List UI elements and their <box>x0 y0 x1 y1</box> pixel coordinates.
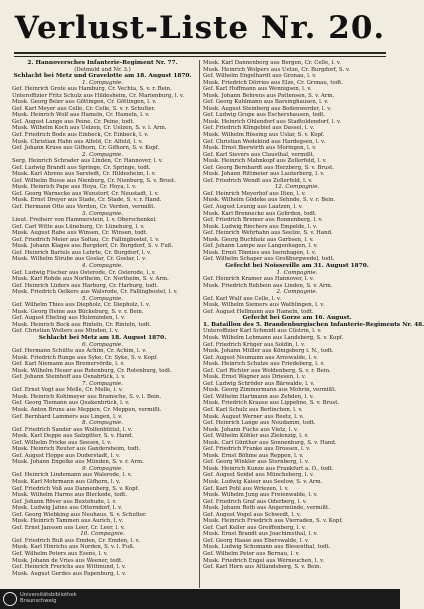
casualty-entry: Gef. Wilhelm Hartmann aus Zehden, l. v. <box>203 393 314 400</box>
casualty-entry: Gef. Friedrich Bode aus Einbeck, Cr. Einbeck, l. v. <box>12 132 149 139</box>
casualty-entry: Musk. Heinrich Ohlendorf aus Stadtoldendorf, l. v. <box>203 118 342 125</box>
casualty-entry: Musk. Anton Bruns aus Meppen, Cr. Meppen, vermißt. <box>12 406 162 413</box>
casualty-entry: Gef. Hermann Schütte aus Achim, Cr. Achim, l. v. <box>12 348 147 355</box>
casualty-entry: Gef. Friedrich Buß aus Emden, Cr. Emden, l. v. <box>12 537 140 544</box>
casualty-entry: Gef. Friedrich Sander aus Wolfenbüttel, l. v. <box>12 426 133 433</box>
casualty-entry: Musk. Wilhelm Harms aus Bleckede, todt. <box>12 492 127 499</box>
casualty-entry: Musk. Friedrich Krause aus Lippehne, S. v. Brust. <box>203 400 340 407</box>
casualty-entry: Gef. Heinrich Bartels aus Lehrte, Cr. Burgdorf, l. v. <box>12 249 152 256</box>
casualty-entry: Musk. Wilhelm Gödeke aus Sehnde, S. v. r. Bein. <box>203 197 336 204</box>
casualty-entry: Musk. Ludwig Jahns aus Otterndorf, l. v. <box>12 505 123 512</box>
casualty-entry: Musk. Karl Hinrichs aus Norden, S. v. l. Fuß. <box>12 544 135 551</box>
casualty-entry: Musk. August Werner aus Reetz, l. v. <box>203 413 304 420</box>
casualty-entry: Gef. Karl Niemann aus Bremervörde, l. v. <box>12 361 125 368</box>
casualty-entry: Gef. Georg Tiemann aus Quakenbrück, l. v. <box>12 400 130 407</box>
casualty-entry: Musk. Karl Brennecke aus Gehrden, todt. <box>203 210 317 217</box>
casualty-entry: Gef. Georg Haase aus Eberswalde, l. v. <box>203 537 309 544</box>
casualty-entry: Gef. Ludwig Grupe aus Eschershausen, todt. <box>203 112 326 119</box>
section-heading: Gefecht bei Noisseville am 31. August 1870. <box>225 262 369 269</box>
casualty-entry: Musk. Ludwig Kaiser aus Seelow, S. v. Arm. <box>203 479 323 485</box>
section-heading: 1. Bataillon des 5. Brandenburgischen Infanterie-Regiments Nr. 48. <box>203 321 424 328</box>
casualty-entry: Gef. August Vogel aus Schwedt, l. v. <box>203 511 301 518</box>
casualty-entry: Gef. Heinrich Kramer aus Hannover, l. v. <box>203 276 314 283</box>
company-heading: 10. Compagnie. <box>80 531 125 538</box>
casualty-entry: Gef. Johann Steinhoff aus Osnabrück, l. v. <box>12 374 126 381</box>
casualty-entry: Musk. Heinrich Bock aus Rinteln, Cr. Rinteln, todt. <box>12 321 152 328</box>
casualty-entry: Musk. Friedrich Dörries aus Elze, Cr. Gronau, todt. <box>203 79 344 86</box>
casualty-entry: Serg. Heinrich Schrader aus Linden, Cr. Hannover, l. v. <box>12 158 163 165</box>
casualty-entry: Gef. Friedrich Klingebiel aus Dassel, l. v. <box>203 125 315 132</box>
casualty-entry: Gef. Wilhelm Engelhardt aus Gronau, l. v. <box>203 73 317 80</box>
casualty-entry: Gef. Karl Schulz aus Berlinchen, l. v. <box>203 406 303 413</box>
casualty-entry: Musk. Georg Buchholz aus Garbsen, l. v. <box>203 236 314 243</box>
casualty-entry: Musk. Karl Dannenberg aus Bergen, Cr. Celle, l. v. <box>203 60 341 66</box>
casualty-entry: Musk. Wilhelm Siemers aus Wathlingen, l. v. <box>203 302 325 309</box>
section-heading: Schlacht bei Metz am 18. August 1870. <box>38 334 167 341</box>
casualty-entry: Musk. Heinrich Schulze aus Friedeberg, l. v. <box>203 361 325 368</box>
casualty-entry: Gef. Wilhelm Peters aus Esens, l. v. <box>12 551 108 558</box>
casualty-entry: Gef. Karl Wulf aus Celle, l. v. <box>203 295 282 302</box>
casualty-entry: Lieut. Freiherr von Hammerstein, l. v. Oberschenkel. <box>12 217 157 224</box>
casualty-entry: Gef. Johann Röver aus Buxtehude, l. v. <box>12 498 117 505</box>
casualty-entry: Musk. August Gerdes aus Papenburg, l. v. <box>12 570 127 577</box>
casualty-entry: Gef. Georg Winkler aus Sternberg, l. v. <box>203 459 309 466</box>
casualty-entry: Gef. Hermann Otte aus Verden, Cr. Verden, vermißt. <box>12 204 156 211</box>
casualty-entry: Gef. Georg Warnecke aus Wunstorf, Cr. Neustadt, l. v. <box>12 190 159 197</box>
casualty-entry: Musk. Friedrich Rehbein aus Linden, S. v. Arm. <box>203 282 333 289</box>
casualty-entry: Gef. Carl Richter aus Woldenberg, S. v. r. Bein. <box>203 367 331 374</box>
casualty-entry: Musk. Johann Behrens aus Pattensen, S. v. Arm. <box>203 92 335 99</box>
casualty-entry: Musk. August Rabe aus Winsen, Cr. Winsen, todt. <box>12 230 148 237</box>
company-heading: 5. Compagnie. <box>81 295 124 302</box>
casualty-entry: Musk. Friedrich Engel aus Werneuchen, l. v. <box>203 557 325 564</box>
casualty-entry: Musk. Karl Rohde aus Northeim, Cr. Northeim, S. v. Arm. <box>12 276 169 283</box>
casualty-entry: Gef. August Lange aus Peine, Cr. Peine, todt. <box>12 118 135 125</box>
section-subheading: (Detmold und Nr. 3.) <box>74 66 131 73</box>
library-footer-text: Universitätsbibliothek Braunschweig <box>20 592 77 605</box>
company-heading: 8. Compagnie. <box>81 420 124 427</box>
casualty-entry: Musk. Johann de Vries aus Weener, todt. <box>12 557 123 564</box>
casualty-entry: Musk. Karl Ahrens aus Sarstedt, Cr. Hildesheim, l. v. <box>12 171 156 178</box>
casualty-entry: Musk. Johann Klages aus Burgdorf, Cr. Burgdorf, S. v. Fuß. <box>12 243 174 250</box>
section-heading: 2. Hannoversches Infanterie-Regiment Nr. 77. <box>27 60 178 66</box>
left-column <box>12 60 195 588</box>
casualty-entry: Gef. Heinrich Lüders aus Harburg, Cr. Harburg, todt. <box>12 282 159 289</box>
casualty-entry: Gef. Georg Bernhardt aus Herzberg, S. v. Brust. <box>203 164 334 171</box>
casualty-entry: Musk. Wilhelm Lehmann aus Landsberg, S. v. Kopf. <box>203 334 344 341</box>
company-heading: 9. Compagnie. <box>81 465 124 472</box>
casualty-entry: Unteroffizier Fritz Schulz aus Hildesheim, Cr. Marienburg, l. v. <box>12 92 185 99</box>
casualty-entry: Gef. Heinrich Lange aus Neudamm, todt. <box>203 420 316 427</box>
section-heading: Schlacht bei Metz und Gravelotte am 18. August 1870. <box>13 73 192 80</box>
casualty-entry: Gef. August Hellmann aus Hameln, todt. <box>203 308 314 315</box>
casualty-entry: Musk. Johann Müller aus Königsberg i. N., todt. <box>203 348 334 355</box>
casualty-entry: Musk. Wilhelm Koch aus Uelzen, Cr. Uelzen, S. v. l. Arm. <box>12 125 167 132</box>
casualty-entry: Musk. Heinrich Friedrich aus Vierraden, S. v. Kopf. <box>203 518 343 525</box>
casualty-entry: Gef. Karl Pohl aus Wriezen, l. v. <box>203 485 289 492</box>
company-heading: 7. Compagnie. <box>81 380 124 387</box>
casualty-entry: Gef. Friedrich Krüger aus Soldin, l. v. <box>203 341 306 348</box>
casualty-entry: Musk. Wilhelm Jung aus Freienwalde, l. v. <box>203 492 318 499</box>
casualty-entry: Musk. Wilhelm Rössing aus Uslar, S. v. Kopf. <box>203 132 325 139</box>
casualty-entry: Gef. Johann Lampe aus Langenhagen, l. v. <box>203 243 318 250</box>
casualty-entry: Gef. Carl Keller aus Greiffenberg, l. v. <box>203 524 306 531</box>
casualty-entry: Musk. Heinrich Mahnkopf aus Zellerfeld, l. v. <box>203 158 327 165</box>
casualty-entry: Gef. Heinrich Grote aus Hamburg, Cr. Vechta, S. v. r. Bein. <box>12 86 172 93</box>
casualty-entry: Gef. Friedrich Voß aus Dannenberg, S. v. Kopf. <box>12 485 140 492</box>
casualty-entry: Musk. Georg Beier aus Göttingen, Cr. Göttingen, l. v. <box>12 99 157 106</box>
casualty-entry: Gef. Heinrich Frerichs aus Wittmund, l. v. <box>12 564 126 571</box>
casualty-entry: Gef. Wilhelm Peter aus Bernau, l. v. <box>203 551 300 558</box>
casualty-entry: Gef. Karl Sievers aus Clausthal, vermißt. <box>203 151 315 158</box>
casualty-entry: Gef. Heinrich Lindemann aus Walsrode, l. v. <box>12 472 132 479</box>
casualty-entry: Musk. Georg Heine aus Bückeburg, S. v. r. Bein. <box>12 308 144 315</box>
casualty-entry: Gef. Wilhelm Köhler aus Zielenzig, l. v. <box>203 433 309 440</box>
company-heading: 4. Compagnie. <box>81 262 124 269</box>
casualty-entry: Gef. Friedrich Wendt aus Zellerfeld, l. v. <box>203 177 313 184</box>
casualty-entry: Gef. Heinrich Wehrhahn aus Seelze, S. v. Hand. <box>203 230 333 237</box>
company-heading: 2. Compagnie. <box>276 289 318 296</box>
company-heading: 1. Compagnie. <box>81 79 124 86</box>
casualty-entry: Musk. Ludwig Riechers aus Empelde, l. v. <box>203 223 318 230</box>
casualty-entry: Gef. August Hoppe aus Duderstadt, l. v. <box>12 452 121 459</box>
casualty-entry: Gef. Friedrich Graf aus Oderberg, l. v. <box>203 498 307 505</box>
casualty-entry: Gef. Ernst Vogt aus Melle, Cr. Melle, l. v. <box>12 387 123 394</box>
casualty-entry: Gef. August Ebeling aus Holzminden, l. v. <box>12 315 126 322</box>
casualty-entry: Musk. Heinrich Pape aus Hoya, Cr. Hoya, l. v. <box>12 184 137 191</box>
casualty-entry: Musk. Heinrich Wolf aus Hameln, Cr. Hameln, l. v. <box>12 112 150 119</box>
casualty-entry: Musk. Wilhelm Heuer aus Rotenburg, Cr. Rotenburg, todt. <box>12 367 172 374</box>
casualty-entry: Musk. Christian Hahn aus Alfeld, Cr. Alfeld, l. v. <box>12 138 143 145</box>
casualty-entry: Musk. Heinrich Kunze aus Frankfurt a. O., todt. <box>203 465 334 472</box>
casualty-entry: Gef. Friedrich Bremer aus Ronnenberg, l. v. <box>203 217 323 224</box>
library-footer <box>0 589 400 609</box>
casualty-entry: Gef. Ludwig Brandt aus Springe, Cr. Springe, todt. <box>12 164 151 171</box>
casualty-entry: Unteroffizier Karl Schmidt aus Cüstrin, l. v. <box>203 328 322 335</box>
right-column <box>203 60 424 588</box>
casualty-entry: Musk. Karl Deppe aus Salzgitter, S. v. Hand. <box>12 433 134 440</box>
casualty-entry: Musk. Carl Günther aus Sonnenburg, S. v. Hand. <box>203 439 337 446</box>
casualty-entry: Musk. Heinrich Kohlmeyer aus Bramsche, S. v. l. Bein. <box>12 393 162 400</box>
casualty-entry: Musk. Johann Roth aus Angermünde, vermißt. <box>203 505 330 512</box>
casualty-entry: Gef. Wilhelm Thies aus Diepholz, Cr. Diepholz, l. v. <box>12 302 151 309</box>
casualty-entry: Gef. Ernst Janssen aus Leer, Cr. Leer, l. v. <box>12 524 125 531</box>
casualty-entry: Musk. Wilhelm Strube aus Goslar, Cr. Goslar, l. v. <box>12 256 147 263</box>
casualty-entry: Musk. Heinrich Wolpers aus Uetze, Cr. Burgdorf, S. v. <box>203 66 350 73</box>
casualty-entry: Musk. Johann Fuchs aus Vietz, l. v. <box>203 426 298 433</box>
column-divider <box>199 60 200 588</box>
company-heading: 1. Compagnie. <box>276 269 318 276</box>
casualty-entry: Gef. August Seidel aus Müncheberg, l. v. <box>203 472 315 479</box>
casualty-entry: Musk. Ernst Böhme aus Reppen, l. v. <box>203 452 304 459</box>
casualty-entry: Musk. Johann Rittmeier aus Lauterberg, l. v. <box>203 171 325 178</box>
library-logo-icon <box>3 592 17 606</box>
casualty-entry: Musk. Ernst Brandt aus Joachimsthal, l. v. <box>203 531 318 538</box>
casualty-entry: Gef. Wilhelm Schaper aus Großburgwedel, todt. <box>203 256 335 263</box>
casualty-entry: Musk. Georg Zimmermann aus Mohrin, vermißt. <box>203 387 337 394</box>
casualty-entry: Musk. Friedrich Oelkers aus Walsrode, Cr. Fallingbostel, l. v. <box>12 289 178 296</box>
casualty-entry: Gef. Heinrich Meyerhof aus Ilten, l. v. <box>203 190 306 197</box>
casualty-entry: Musk. Ernst Tönnies aus Isernhagen, l. v. <box>203 249 316 256</box>
casualty-entry: Gef. Karl Hoffmann aus Wennigsen, l. v. <box>203 86 312 93</box>
page-title: Verlust-Liste Nr. 20. <box>14 10 386 46</box>
casualty-entry: Gef. Georg Wiebking aus Neuhaus, S. v. Schulter. <box>12 511 147 518</box>
casualty-entry: Gef. Karl Meyer aus Celle, Cr. Celle, S. v. r. Schulter. <box>12 105 156 112</box>
casualty-entry: Musk. Ernst Bierwirth aus Moringen, l. v. <box>203 145 317 152</box>
company-heading: 6. Compagnie. <box>81 341 124 348</box>
casualty-entry: Musk. Ernst Wagner aus Driesen, l. v. <box>203 374 306 381</box>
casualty-entry: Gef. August Leunig aus Laatzen, l. v. <box>203 204 303 211</box>
casualty-entry: Musk. Heinrich Tammen aus Aurich, l. v. <box>12 518 124 525</box>
casualty-entry: Musk. Karl Mohrmann aus Gifhorn, l. v. <box>12 479 121 485</box>
section-heading: Gefecht bei Gorze am 16. August. <box>242 315 352 322</box>
casualty-entry: Gef. Christian Wedekind aus Hardegsen, l. v. <box>203 138 326 145</box>
casualty-entry: Musk. August Steinberg aus Bodenwerder, l. v. <box>203 105 332 112</box>
casualty-entry: Gef. Carl Witte aus Lüneburg, Cr. Lüneburg, l. v. <box>12 223 145 230</box>
casualty-entry: Musk. Friedrich Runge aus Syke, Cr. Syke, S. v. Kopf. <box>12 354 158 361</box>
title-rule-thin <box>14 56 386 57</box>
company-heading: 12. Compagnie. <box>274 184 320 191</box>
casualty-entry: Gef. Karl Horn aus Altlandsberg, S. v. Bein. <box>203 564 322 571</box>
casualty-entry: Gef. Ludwig Schröder aus Bärwalde, l. v. <box>203 380 315 387</box>
casualty-entry: Musk. Ernst Dreyer aus Stade, Cr. Stade, S. v. r. Hand. <box>12 197 162 204</box>
casualty-entry: Gef. Wilhelm Fricke aus Seesen, l. v. <box>12 439 112 446</box>
casualty-entry: Gef. Wilhelm Busse aus Nienburg, Cr. Nienburg, S. v. Brust. <box>12 177 176 184</box>
casualty-entry: Gef. Friedrich Meier aus Soltau, Cr. Fallingbostel, l. v. <box>12 236 160 243</box>
casualty-entry: Gef. August Neumann aus Arnswalde, l. v. <box>203 354 318 361</box>
casualty-entry: Musk. Johann Engelke aus Münden, S. v. r. Arm. <box>12 459 144 466</box>
casualty-entry: Musk. Ludwig Schumann aus Biesenthal, todt. <box>203 544 331 551</box>
title-rule <box>14 52 386 54</box>
casualty-entry: Gef. Johann Kruse aus Gifhorn, Cr. Gifhorn, S. v. Kopf. <box>12 145 160 152</box>
company-heading: 3. Compagnie. <box>81 210 124 217</box>
casualty-entry: Gef. Bernhard Lammers aus Lingen, l. v. <box>12 413 123 420</box>
casualty-entry: Gef. Ludwig Fischer aus Osterode, Cr. Osterode, l. v. <box>12 269 156 276</box>
casualty-entry: Gef. Friedrich Franke aus Drossen, l. v. <box>203 446 311 453</box>
casualty-entry: Gef. Christian Wolters aus Minden, l. v. <box>12 328 119 335</box>
company-heading: 2. Compagnie. <box>81 151 124 158</box>
casualty-entry: Musk. Heinrich Reuter aus Gandersheim, todt. <box>12 446 141 453</box>
casualty-entry: Gef. Georg Kuhlmann aus Barsinghausen, l. v. <box>203 99 329 106</box>
